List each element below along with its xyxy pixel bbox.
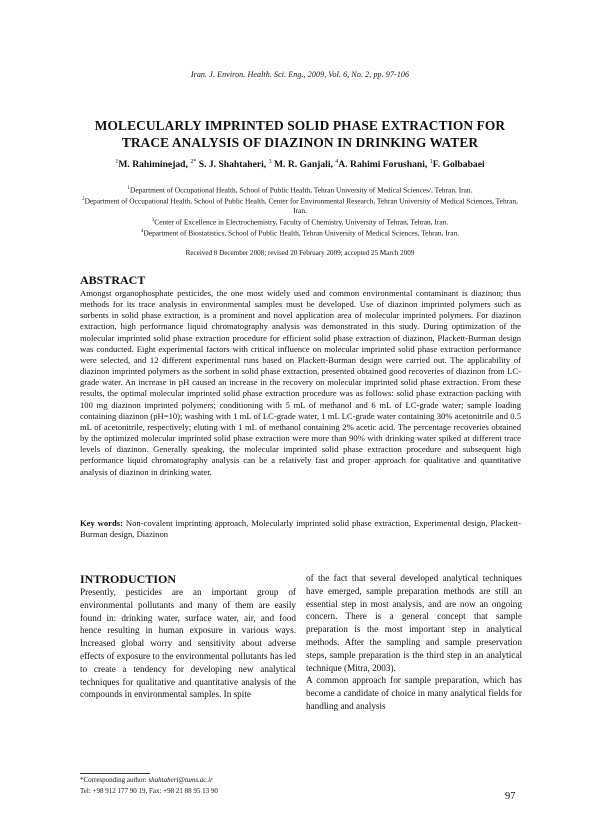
title-line-1: MOLECULARLY IMPRINTED SOLID PHASE EXTRACTION FOR xyxy=(94,118,506,133)
author-email[interactable]: shahtaheri@tums.ac.ir xyxy=(148,776,213,784)
contact-phone: Tel: +98 912 177 90 19, Fax: +98 21 88 95 13 90 xyxy=(80,786,218,795)
introduction-left-column: Presently, pesticides are an important group of environmental pollutants and many of them are easily found in: drinking water, surface water, air, and food hence resulting in human exposure in various ways. Increased global worry and sensitivity about adverse effects of exposure to the environmental pollutants has led to create a tendency for developing new analytical techniques for qualitative and quantitative analysis of the compounds in environmental samples. In spite xyxy=(80,587,296,700)
received-dates: Received 8 December 2008; revised 20 February 2009; accepted 25 March 2009 xyxy=(185,249,415,257)
paragraph: of the fact that several developed analytical techniques have emerged, sample preparation methods are still an essential step in most analysis, and are now an ongoing concern. There is a general concept that sample preparation is the most important step in analytical methods. After the sampling and sample preservation steps, sample preparation is the third step in an analytical technique (Mitra, 2003). xyxy=(306,573,522,673)
author: $^1$M. Rahiminejad, xyxy=(115,159,188,171)
author: $^1$F. Golbabaei xyxy=(429,159,485,171)
affiliation: $^1$Department of Occupational Health, School of Public Health, Tehran University of Medical Sciences/, Tehran, Iran. xyxy=(127,185,473,195)
affiliation: $^2$Department of Occupational Health, School of Public Health, Center for Environmental Research, Tehran University of Medical Sciences, Tehran, Iran. xyxy=(82,196,518,216)
paper-title xyxy=(60,117,540,151)
corresponding-author: *Corresponding author: shahtaheri@tums.ac.ir xyxy=(80,776,213,784)
author: $^3$ M. R. Ganjali, xyxy=(268,159,333,171)
affiliations xyxy=(80,184,520,238)
author: $^{2*}$ S. J. Shahtaheri, xyxy=(190,159,267,171)
abstract-heading: ABSTRACT xyxy=(80,273,146,287)
footnote xyxy=(80,775,310,796)
journal-citation: Iran. J. Environ. Health. Sci. Eng., 2009, Vol. 6, No. 2, pp. 97-106 xyxy=(190,70,410,79)
affiliation: $^4$Department of Biostatistics, School of Public Health, Tehran University of Medical Sciences, Tehran, Iran. xyxy=(140,228,460,238)
author-list xyxy=(40,159,560,170)
introduction-right-column xyxy=(306,572,522,713)
footnote-divider xyxy=(80,773,150,774)
author: $^4$A. Rahimi Forushani, xyxy=(335,159,428,171)
keywords-label: Key words: xyxy=(80,518,123,528)
keywords xyxy=(80,518,521,541)
page-number: 97 xyxy=(505,791,516,802)
introduction-heading: INTRODUCTION xyxy=(80,572,177,586)
affiliation: $^3$Center of Excellence in Electrochemistry, Faculty of Chemistry, University of Tehran, Tehran, Iran. xyxy=(151,217,449,227)
abstract-text: Amongst organophosphate pesticides, the one most widely used and common environmental contaminant is diazinon; thus methods for its trace analysis in environmental samples must be developed. Use of diazinon imprinted polymers such as sorbents in solid phase extraction, is a prominent and novel application area of molecular imprinted polymers. For diazinon extraction, high performance liquid chromatography analysis was demonstrated in this study. During optimization of the molecular imprinted solid phase extraction procedure for efficient solid phase extraction of diazinon, Plackett-Burman design was conducted. Eight experimental factors with critical influence on molecular imprinted solid phase extraction performance were selected, and 12 different experimental runs based on Plackett-Burman design were carried out. The applicability of diazinon imprinted polymers as the sorbent in solid phase extraction, presented obtained good recoveries of diazinon from LC-grade water. An increase in pH caused an increase in the recovery on molecular imprinted solid phase extraction. From these results, the optimal molecular imprinted solid phase extraction procedure was as follows: solid phase extraction packing with 100 mg diazinon imprinted polymers; conditioning with 5 mL of methanol and 6 mL of LC-grade water; sample loading containing diazinon (pH=10); washing with 1 mL of LC-grade water, 1 mL LC-grade water containing 30% acetonitrile and 0.5 mL of acetonitrile, respectively; eluting with 1 mL of methanol containing 2% acetic acid. The percentage recoveries obtained by the optimized molecular imprinted solid phase extraction were more than 90% with drinking water spiked at different trace levels of diazinon. Generally speaking, the molecular imprinted solid phase extraction procedure and subsequent high performance liquid chromatography analysis can be a relatively fast and proper approach for qualitative and quantitative analysis of diazinon in drinking water. xyxy=(80,288,521,477)
title-line-2: TRACE ANALYSIS OF DIAZINON IN DRINKING WATER xyxy=(121,135,479,150)
keywords-text: Non-covalent imprinting approach, Molecularly imprinted solid phase extraction, Experimental design, Plackett-Burman design, Diazinon xyxy=(80,518,521,540)
paragraph: A common approach for sample preparation, which has become a candidate of choice in many analytical fields for handling and analysis xyxy=(306,675,522,711)
